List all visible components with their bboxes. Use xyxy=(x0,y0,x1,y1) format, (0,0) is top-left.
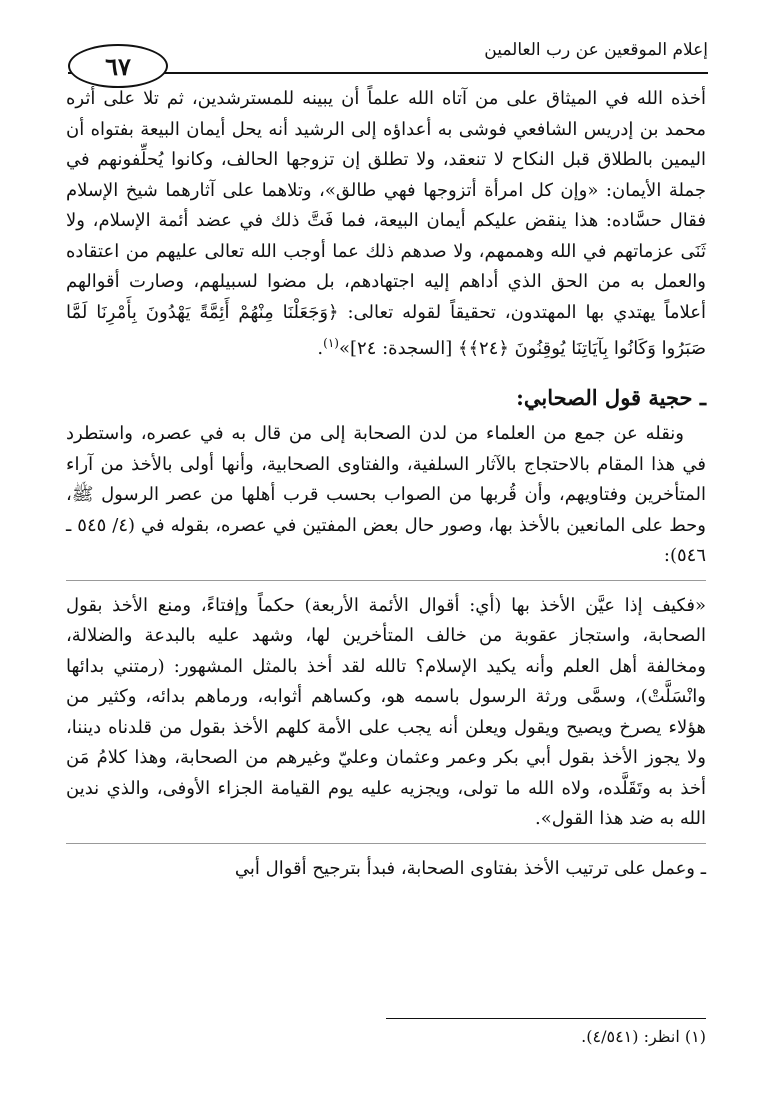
paragraph-4: ـ وعمل على ترتيب الأخذ بفتاوى الصحابة، فبدأ بترجيح أقوال أبي xyxy=(234,857,706,879)
paragraph-divider xyxy=(66,580,706,581)
footnote-1: (١) انظر: (٤/٥٤١). xyxy=(581,1027,706,1046)
page-number: ٦٧ xyxy=(68,44,168,88)
quotation-paragraph: «فكيف إذا عيَّن الأخذ بها (أي: أقوال الأئمة الأربعة) حكماً وإفتاءً، ومنع الأخذ بقول الصحابة، واستجاز عقوبة من خالف المتأخرين لها، وشهد عليه بالبدعة والضلالة، ومخالفة أهل العلم وأنه يكيد الإسلام؟ تالله لقد أخذ بالمثل المشهور: (رمتني بدائها وانْسَلَّتْ)، وسمَّى ورثة الرسول باسمه هو، وكساهم أثوابه، ورماهم بدائه، وكثير من هؤلاء يصرخ ويصيح ويقول ويعلن أنه يجب على الأمة كلهم الأخذ بقول من قلدناه ديننا، ولا يجوز الأخذ بقول أبي بكر وعمر وعثمان وعليّ وغيرهم من الصحابة، وهذا كلامُ مَن أخذ به وتَقَلَّده، ولاه الله ما تولى، ويجزيه عليه يوم القيامة الجزاء الأوفى، والذي ندين الله به ضد هذا القول». xyxy=(66,594,706,829)
paragraph-2: ونقله عن جمع من العلماء من لدن الصحابة إلى من قال به في عصره، واستطرد في هذا المقام بالاحتجاج بالآثار السلفية، والفتاوى الصحابية، وأنها أولى بالأخذ من آراء المتأخرين وفتاويهم، وأن قُربها من الصواب بحسب قرب أهلها من عصر الرسول ﷺ، وحط على المانعين بالأخذ بها، وصور حال بعض المفتين في عصره، بقوله في (٤/ ٥٤٥ ـ ٥٤٦): xyxy=(66,423,706,566)
footnote-rule xyxy=(386,1018,706,1019)
footnote-reference: (١) xyxy=(323,336,339,350)
paragraph-divider xyxy=(66,843,706,844)
body-text xyxy=(66,84,706,884)
footnotes xyxy=(406,1018,706,1046)
page-header xyxy=(68,28,708,80)
paragraph-1-end: . xyxy=(317,338,324,359)
paragraph-1 xyxy=(66,84,706,365)
running-title: إعلام الموقعين عن رب العالمين xyxy=(484,40,708,60)
paragraph-1-text: أخذه الله في الميثاق على من آتاه الله علماً أن يبينه للمسترشدين، ثم تلا على أثره محمد بن إدريس الشافعي فوشى به أعداؤه إلى الرشيد أنه يحل أيمان البيعة بفتواه أن اليمين بالطلاق قبل النكاح لا تنعقد، ولا تطلق إن تزوجها الحالف، وكانوا يُحلِّفونهم في جملة الأيمان: «وإن كل امرأة أتزوجها فهي طالق»، وتلاهما على آثارهما شيخ الإسلام فقال حسَّاده: هذا ينقض عليكم أيمان البيعة، فما فَتَّ ذلك في عضد أئمة الإسلام، ولا ثَنَى عزماتهم في الله وهممهم، ولا صدهم ذلك عما أوجب الله تعالى عليهم من اعتقاده والعمل به من الحق الذي أداهم إليه اجتهادهم، بل مضوا لسبيلهم، وصارت أقوالهم أعلاماً يهتدي بها المهتدون، تحقيقاً لقوله تعالى: ﴿وَجَعَلْنَا مِنْهُمْ أَئِمَّةً يَهْدُونَ بِأَمْرِنَا لَمَّا صَبَرُوا وَكَانُوا بِآيَاتِنَا يُوقِنُونَ ﴿٢٤﴾﴾ [السجدة: ٢٤]» xyxy=(66,88,706,359)
section-heading: ـ حجية قول الصحابي: xyxy=(516,384,706,410)
